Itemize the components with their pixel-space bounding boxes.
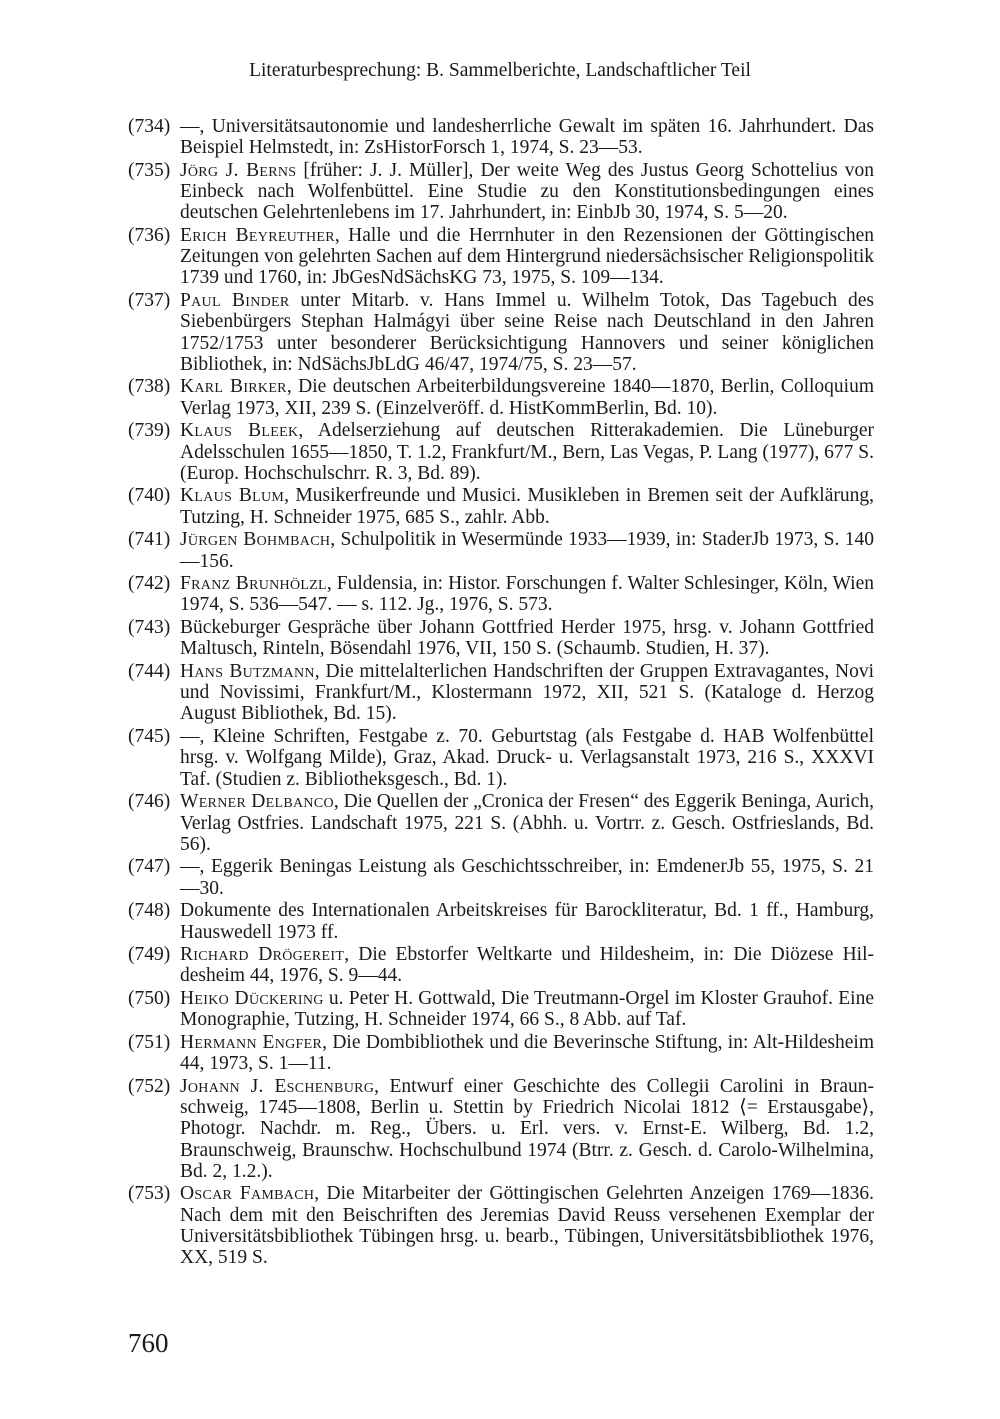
entry-text: unter Mitarb. v. Hans Immel u. Wilhelm Totok, Das Tagebuch des Siebenbürgers Stephan Halmágyi über seine Reise nach Deutschland in den Jahren 1752/1753 unter besonderer Berücksichtigung Hannovers und seiner königlichen Bibliothek, in: NdSächsJbLdG 46/47, 1974/75, S. 23—57. xyxy=(180,290,874,375)
entry-body xyxy=(180,290,874,375)
entry-text: , Die deutschen Arbeiterbildungsvereine 1840—1870, Berlin, Colloquium Verlag 1973, XII, 239 S. (Einzelveröff. d. HistKommBerlin, Bd. 10). xyxy=(180,376,875,419)
entry-body xyxy=(180,573,874,615)
entry-author: Paul Binder xyxy=(180,290,290,312)
entry-number: (746) xyxy=(128,791,171,813)
bibliography-entry xyxy=(128,160,874,224)
bibliography-entry xyxy=(128,1076,874,1182)
bibliography-entry xyxy=(128,900,874,942)
entry-body xyxy=(180,661,874,725)
entry-author: Hans Butzmann xyxy=(180,661,315,683)
bibliography-entry xyxy=(128,944,874,986)
bibliography-entry xyxy=(128,661,874,725)
entry-text: , Die Ebstorfer Weltkarte und Hildesheim, in: Die Diözese Hildesheim 44, 1976, S. 9—44. xyxy=(180,944,874,987)
bibliography-entry xyxy=(128,485,874,527)
entry-body xyxy=(180,420,874,484)
bibliography-entry xyxy=(128,529,874,571)
entry-text: , Schulpolitik in Wesermünde 1933—1939, in: StaderJb 1973, S. 140—156. xyxy=(180,529,874,572)
bibliography-entry xyxy=(128,225,874,289)
page-number: 760 xyxy=(128,1328,169,1358)
entry-body xyxy=(180,1032,874,1074)
entry-number: (737) xyxy=(128,290,171,312)
entry-text: u. Peter H. Gottwald, Die Treutmann-Orgel im Kloster Grauhof. Eine Monographie, Tutzing, H. Schneider 1974, 66 S., 8 Abb. auf Taf. xyxy=(180,988,874,1031)
bibliography-entry xyxy=(128,376,874,418)
entry-text: Dokumente des Internationalen Arbeitskreises für Barockliteratur, Bd. 1 ff., Hamburg, Hauswedell 1973 ff. xyxy=(180,900,874,943)
entry-body xyxy=(180,726,874,790)
bibliography-list xyxy=(128,116,874,1270)
entry-number: (753) xyxy=(128,1183,171,1205)
entry-text: , Die Dombibliothek und die Beverinsche Stiftung, in: Alt-Hildesheim 44, 1973, S. 1—11. xyxy=(180,1032,874,1075)
entry-body xyxy=(180,160,874,224)
entry-number: (745) xyxy=(128,726,171,748)
entry-number: (734) xyxy=(128,116,171,137)
entry-number: (735) xyxy=(128,159,171,181)
entry-text: , Halle und die Herrnhuter in den Rezensionen der Göttingischen Zeitungen von gelehrten Sachen auf dem Hintergrund niedersächsischer Religionspolitik 1739 und 1760, in: JbGesNdSächsKG 73, 1975, S. 109—134. xyxy=(180,225,874,289)
entry-text: , Adelserziehung auf deutschen Ritterakademien. Die Lüneburger Adelsschulen 1655—1850, T. 1.2, Frankfurt/M., Bern, Las Vegas, P. Lang (1977), 677 S. (Europ. Hochschulschrr. R. 3, Bd. 89). xyxy=(180,420,874,484)
running-head: Literaturbesprechung: B. Sammelberichte, Landschaftlicher Teil xyxy=(249,60,751,81)
entry-text: , Die Mitarbeiter der Göttingischen Gelehrten Anzeigen 1769—1836. Nach dem mit den Beischriften des Jeremias David Reuss versehenen Exemplar der Universitätsbibliothek Tübingen hrsg. u. bearb., Tübingen, Universitätsbibliothek 1976, XX, 519 S. xyxy=(180,1183,875,1269)
entry-text: , Die mittelalterlichen Handschriften der Gruppen Extravagantes, Novi und Novissimi, Frankfurt/M., Klostermann 1972, XII, 521 S. (Kataloge d. Herzog August Bibliothek, Bd. 15). xyxy=(180,661,874,725)
entry-number: (749) xyxy=(128,944,171,966)
entry-body xyxy=(180,1183,874,1268)
entry-text: , Entwurf einer Geschichte des Collegii Carolini in Braunschweig, 1745—1808, Berlin u. Stettin by Friedrich Nicolai 1812 ⟨= Erstausgabe⟩, Photogr. Nachdr. m. Reg., Übers. u. Erl. vers. v. Ernst-E. Wilberg, Bd. 1.2, Braunschweig, Braunschw. Hochschulbund 1974 (Btrr. z. Gesch. d. Carolo-Wilhelmina, Bd. 2, 1.2.). xyxy=(180,1075,875,1182)
entry-number: (747) xyxy=(128,856,171,878)
bibliography-entry xyxy=(128,573,874,615)
entry-number: (752) xyxy=(128,1075,171,1097)
bibliography-entry xyxy=(128,290,874,375)
bibliography-entry xyxy=(128,1032,874,1074)
bibliography-entry xyxy=(128,116,874,158)
entry-author: Richard Drögereit xyxy=(180,944,345,966)
entry-text: , Fuldensia, in: Histor. Forschungen f. Walter Schlesinger, Köln, Wien 1974, S. 536—547. — s. 112. Jg., 1976, S. 573. xyxy=(180,573,874,616)
entry-number: (748) xyxy=(128,900,171,922)
entry-body xyxy=(180,225,874,289)
bibliography-entry xyxy=(128,617,874,659)
entry-body xyxy=(180,944,874,986)
bibliography-entry xyxy=(128,988,874,1030)
entry-author: Heiko Dückering xyxy=(180,988,324,1010)
entry-body xyxy=(180,1076,874,1182)
entry-author: Klaus Bleek xyxy=(180,420,299,442)
entry-number: (750) xyxy=(128,988,171,1010)
entry-number: (742) xyxy=(128,573,171,595)
bibliography-entry xyxy=(128,856,874,898)
entry-author: Franz Brunhölzl xyxy=(180,573,327,595)
entry-body xyxy=(180,900,874,942)
entry-body xyxy=(180,529,874,571)
entry-number: (744) xyxy=(128,661,171,683)
entry-body xyxy=(180,116,874,158)
entry-author: Karl Birker xyxy=(180,376,287,398)
entry-author: Klaus Blum xyxy=(180,485,285,507)
entry-author: Johann J. Eschenburg xyxy=(180,1075,375,1097)
entry-number: (743) xyxy=(128,617,171,639)
entry-number: (741) xyxy=(128,529,171,551)
entry-text: —, Kleine Schriften, Festgabe z. 70. Geburtstag (als Festgabe d. HAB Wolfenbüttel hrsg. v. Wolfgang Milde), Graz, Akad. Druck- u. Verlagsanstalt 1973, 216 S., XXXVI Taf. (Studien z. Bibliotheksgesch., Bd. 1). xyxy=(180,726,874,790)
entry-body xyxy=(180,856,874,898)
entry-body xyxy=(180,988,874,1030)
bibliography-entry xyxy=(128,726,874,790)
bibliography-entry xyxy=(128,420,874,484)
entry-body xyxy=(180,376,874,418)
entry-number: (738) xyxy=(128,376,171,398)
entry-number: (740) xyxy=(128,485,171,507)
entry-text: , Die Quellen der „Cronica der Fresen“ des Eggerik Beninga, Aurich, Verlag Ostfries. Landschaft 1975, 221 S. (Abhh. u. Vortrr. z. Gesch. Ostfrieslands, Bd. 56). xyxy=(180,791,874,855)
entry-body xyxy=(180,485,874,527)
bibliography-entry xyxy=(128,791,874,855)
entry-text: Bückeburger Gespräche über Johann Gottfried Herder 1975, hrsg. v. Johann Gottfried Maltusch, Rinteln, Bösendahl 1976, VII, 150 S. (Schaumb. Studien, H. 37). xyxy=(180,617,874,660)
entry-body xyxy=(180,791,874,855)
entry-text: , Musikerfreunde und Musici. Musikleben in Bremen seit der Aufklärung, Tutzing, H. Schneider 1975, 685 S., zahlr. Abb. xyxy=(180,485,874,528)
entry-author: Oscar Fambach xyxy=(180,1183,315,1205)
entry-body xyxy=(180,617,874,659)
entry-author: Jürgen Bohmbach xyxy=(180,529,331,551)
bibliography-entry xyxy=(128,1183,874,1268)
entry-number: (739) xyxy=(128,420,171,442)
entry-number: (751) xyxy=(128,1032,171,1054)
entry-text: —, Universitätsautonomie und landesherrliche Gewalt im späten 16. Jahrhundert. Das Beispiel Helmstedt, in: ZsHistorForsch 1, 1974, S. 23—53. xyxy=(180,116,874,159)
entry-author: Werner Delbanco xyxy=(180,791,334,813)
entry-text: [früher: J. J. Müller], Der weite Weg des Justus Georg Schottelius von Einbeck nach Wolfenbüttel. Eine Studie zu den Konstitutionsbedingungen eines deutschen Gelehrtenlebens im 17. Jahrhundert, in: EinbJb 30, 1974, S. 5—20. xyxy=(180,159,874,224)
entry-author: Erich Beyreuther xyxy=(180,225,335,247)
entry-text: —, Eggerik Beningas Leistung als Geschichtsschreiber, in: EmdenerJb 55, 1975, S. 21—30. xyxy=(180,856,874,899)
entry-number: (736) xyxy=(128,225,171,247)
entry-author: Jörg J. Berns xyxy=(180,159,297,181)
entry-author: Hermann Engfer xyxy=(180,1032,323,1054)
